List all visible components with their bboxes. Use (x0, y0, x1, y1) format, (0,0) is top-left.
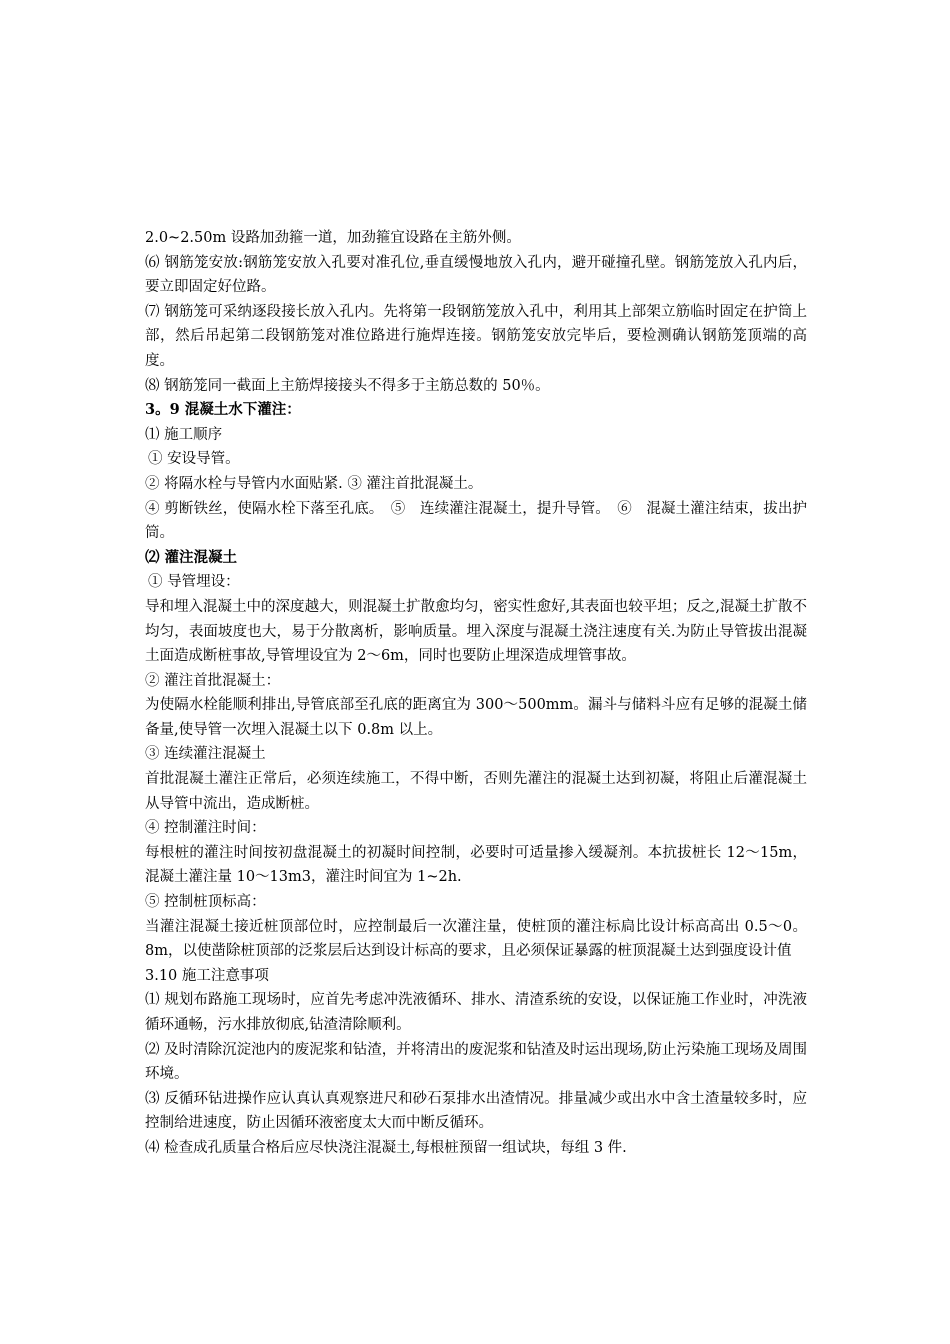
paragraph: ① 导管埋设： (148, 574, 240, 591)
paragraph: ⑹ 钢筋笼安放:钢筋笼安放入孔要对准孔位,垂直缓慢地放入孔内，避开碰撞孔壁。钢筋笼放入孔内后，要立即固定好位路。 (145, 254, 807, 296)
paragraph: 导和埋入混凝土中的深度越大，则混凝土扩散愈均匀，密实性愈好,其表面也较平坦；反之,混凝土扩散不均匀，表面坡度也大，易于分散离析，影响质量。埋入深度与混凝土浇注速度有关.为防止导管拔出混凝土面造成断桩事故,导管埋设宜为 2～6m，同时也要防止埋深造成埋管事故。 (145, 598, 807, 665)
paragraph: ⑴ 规划布路施工现场时，应首先考虑冲洗液循环、排水、清渣系统的安设，以保证施工作业时，冲洗液循环通畅，污水排放彻底,钻渣清除顺利。 (145, 992, 807, 1033)
document-page (145, 226, 807, 1161)
paragraph: ⑴ 施工顺序 (145, 426, 223, 443)
paragraph: 当灌注混凝土接近桩顶部位时，应控制最后一次灌注量，使桩顶的灌注标扃比设计标高高出 0.5～0。8m，以使凿除桩顶部的泛浆层后达到设计标高的要求，且必须保证暴露的桩顶混凝土达到强度设计值 (145, 918, 807, 960)
paragraph: 为使隔水栓能顺利排出,导管底部至孔底的距离宜为 300～500mm。漏斗与储料斗应有足够的混凝土储备量,使导管一次埋入混凝土以下 0.8m 以上。 (145, 697, 807, 738)
paragraph: ② 将隔水栓与导管内水面贴紧. ③ 灌注首批混凝土。 (145, 475, 483, 492)
paragraph: 首批混凝土灌注正常后，必须连续施工，不得中断，否则先灌注的混凝土达到初凝，将阻止后灌混凝土从导管中流出，造成断桩。 (145, 771, 807, 812)
paragraph: 每根桩的灌注时间按初盘混凝土的初凝时间控制，必要时可适量掺入缓凝剂。本抗拔桩长 12～15m，混凝土灌注量 10～13m3，灌注时间宜为 1~2h. (145, 844, 807, 886)
paragraph: ⑷ 检查成孔质量合格后应尽快浇注混凝土,每根桩预留一组试块，每组 3 件. (145, 1139, 627, 1156)
section-heading: 3.10 施工注意事项 (145, 967, 269, 984)
subsection-heading: ⑵ 灌注混凝土 (145, 548, 238, 566)
section-heading: 3。9 混凝土水下灌注： (145, 401, 301, 419)
paragraph: ⑵ 及时清除沉淀池内的废泥浆和钻渣，并将清出的废泥浆和钻渣及时运出现场,防止污染施工现场及周围环境。 (145, 1041, 807, 1083)
paragraph: ② 灌注首批混凝土： (145, 672, 281, 689)
paragraph: ⑶ 反循环钻进操作应认真认真观察进尺和砂石泵排水出渣情况。排量减少或出水中含土渣量较多时，应控制给进速度，防止因循环液密度太大而中断反循环。 (145, 1090, 807, 1132)
paragraph: ① 安设导管。 (148, 451, 240, 468)
paragraph: ⑻ 钢筋笼同一截面上主筋焊接接头不得多于主筋总数的 50％。 (145, 377, 550, 394)
paragraph: 2.0~2.50m 设路加劲箍一道，加劲箍宜设路在主筋外侧。 (145, 230, 521, 246)
paragraph: ⑤ 控制桩顶标高： (145, 894, 266, 911)
paragraph: ⑺ 钢筋笼可采纳逐段接长放入孔内。先将第一段钢筋笼放入孔中，利用其上部架立筋临时固定在护筒上部，然后吊起第二段钢筋笼对准位路进行施焊连接。钢筋笼安放完毕后，要检测确认钢筋笼顶端的高度。 (145, 303, 807, 369)
paragraph: ③ 连续灌注混凝土 (145, 746, 266, 763)
paragraph: ④ 控制灌注时间： (145, 820, 266, 837)
paragraph: ④ 剪断铁丝，使隔水栓下落至孔底。 ⑤ 连续灌注混凝土，提升导管。 ⑥ 混凝土灌注结束，拔出护筒。 (145, 500, 807, 542)
